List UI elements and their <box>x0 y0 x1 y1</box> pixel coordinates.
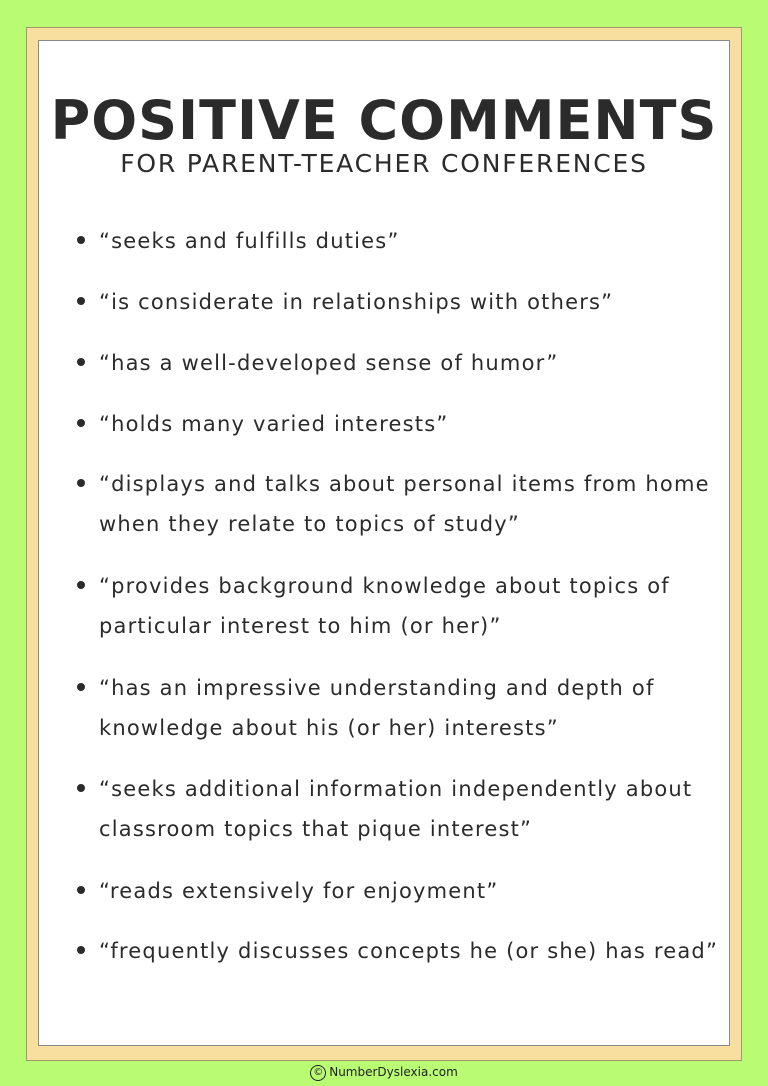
bullet-icon <box>77 784 85 792</box>
list-item <box>99 464 719 544</box>
bullet-icon <box>77 581 85 589</box>
list-item-text: “is considerate in relationships with others” <box>99 290 614 314</box>
bullet-icon <box>77 358 85 366</box>
footer-credit <box>0 1063 768 1081</box>
bullet-icon <box>77 236 85 244</box>
bullet-icon <box>77 886 85 894</box>
page-title: POSITIVE COMMENTS <box>50 89 718 152</box>
list-item-text: “holds many varied interests” <box>99 412 449 436</box>
bullet-icon <box>77 419 85 427</box>
list-item-text: “seeks additional information independently about classroom topics that pique interest” <box>99 777 693 841</box>
bullet-icon <box>77 479 85 487</box>
list-item <box>99 404 719 444</box>
list-item <box>99 931 719 971</box>
footer-site: NumberDyslexia.com <box>329 1065 458 1079</box>
comments-card <box>38 40 730 1046</box>
list-item-text: “frequently discusses concepts he (or she) has read” <box>99 939 719 963</box>
bullet-icon <box>77 946 85 954</box>
list-item <box>99 566 719 646</box>
list-item <box>99 221 719 261</box>
list-item-text: “has a well-developed sense of humor” <box>99 351 559 375</box>
list-item-text: “displays and talks about personal items from home when they relate to topics of study” <box>99 472 710 536</box>
list-item <box>99 769 719 849</box>
bullet-icon <box>77 683 85 691</box>
list-item-text: “provides background knowledge about topics of particular interest to him (or her)” <box>99 574 670 638</box>
bullet-icon <box>77 297 85 305</box>
list-item <box>99 668 719 748</box>
list-item <box>99 282 719 322</box>
list-item-text: “reads extensively for enjoyment” <box>99 879 499 903</box>
page-subtitle: FOR PARENT-TEACHER CONFERENCES <box>120 149 648 178</box>
list-item-text: “has an impressive understanding and depth of knowledge about his (or her) interests” <box>99 676 655 740</box>
list-item <box>99 871 719 911</box>
copyright-icon: © <box>310 1065 326 1081</box>
list-item-text: “seeks and fulfills duties” <box>99 229 400 253</box>
list-item <box>99 343 719 383</box>
